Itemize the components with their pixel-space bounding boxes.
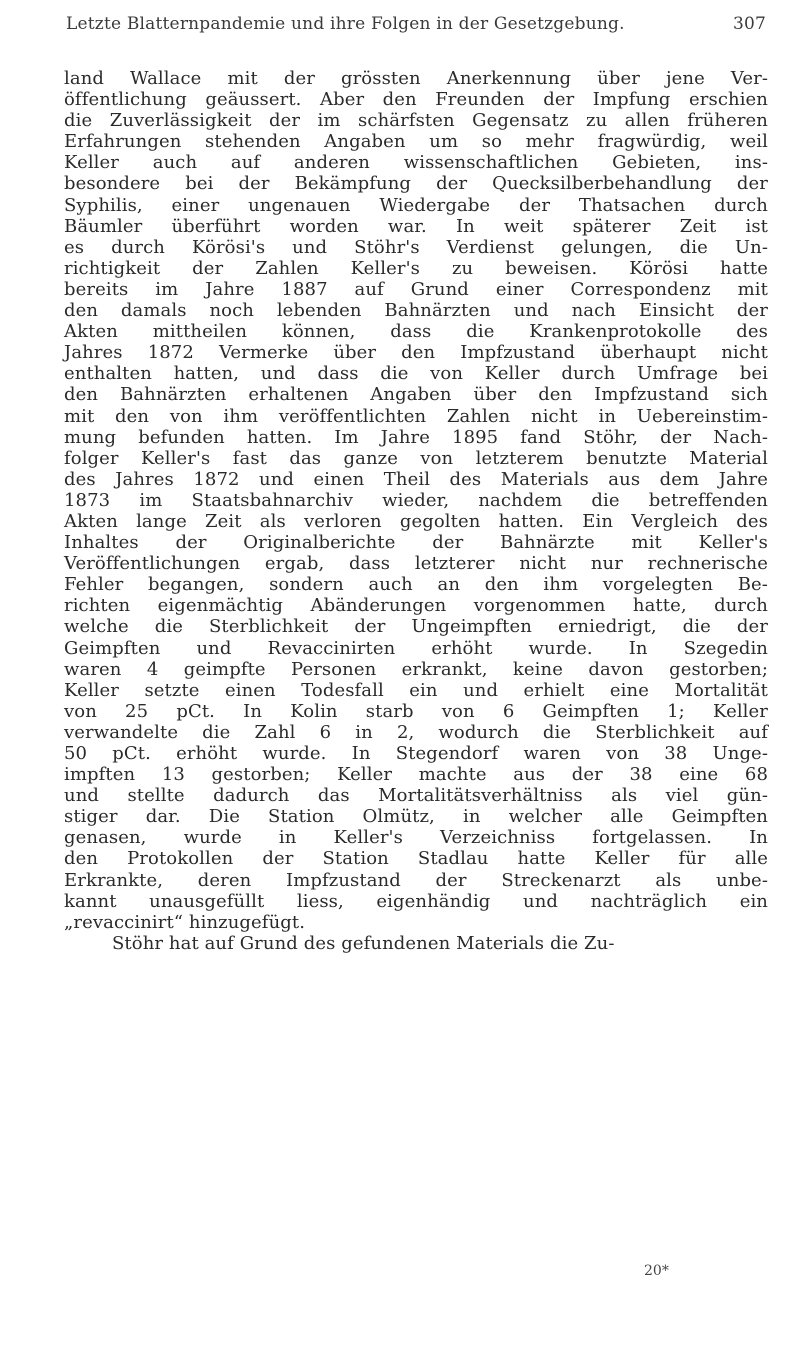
text-line: kannt unausgefüllt liess, eigenhändig und nachträglich ein bbox=[64, 890, 768, 912]
text-line: öffentlichung geäussert. Aber den Freunden der Impfung erschien bbox=[64, 89, 768, 111]
text-line: folger Keller's fast das ganze von letzterem benutzte Material bbox=[64, 447, 768, 469]
text-line: den Protokollen der Station Stadlau hatte Keller für alle bbox=[64, 848, 768, 870]
text-line: besondere bei der Bekämpfung der Quecksilberbehandlung der bbox=[64, 173, 768, 195]
text-line: „revaccinirt“ hinzugefügt. bbox=[64, 911, 306, 933]
text-line: die Zuverlässigkeit der im schärfsten Gegensatz zu allen früheren bbox=[64, 110, 768, 132]
text-line: Inhaltes der Originalberichte der Bahnärzte mit Keller's bbox=[64, 532, 768, 554]
text-line: mung befunden hatten. Im Jahre 1895 fand Stöhr, der Nach- bbox=[64, 426, 768, 448]
text-line: Bäumler überführt worden war. In weit späterer Zeit ist bbox=[64, 215, 768, 237]
text-line: Erkrankte, deren Impfzustand der Streckenarzt als unbe- bbox=[64, 869, 768, 891]
text-line: und stellte dadurch das Mortalitätsverhältniss als viel gün- bbox=[64, 785, 768, 807]
text-line: welche die Sterblichkeit der Ungeimpften erniedrigt, die der bbox=[64, 616, 768, 638]
page-number: 307 bbox=[732, 14, 766, 34]
text-line: genasen, wurde in Keller's Verzeichniss fortgelassen. In bbox=[64, 827, 768, 849]
text-line: Geimpften und Revaccinirten erhöht wurde. In Szegedin bbox=[64, 637, 768, 659]
running-head bbox=[66, 14, 766, 42]
body-text bbox=[64, 68, 768, 954]
text-line: waren 4 geimpfte Personen erkrankt, keine davon gestorben; bbox=[64, 658, 768, 680]
text-line: Veröffentlichungen ergab, dass letzterer nicht nur rechnerische bbox=[64, 553, 768, 575]
text-line: Akten mittheilen können, dass die Krankenprotokolle des bbox=[64, 321, 768, 343]
text-line: richtigkeit der Zahlen Keller's zu beweisen. Körösi hatte bbox=[64, 257, 768, 279]
text-line: stiger dar. Die Station Olmütz, in welcher alle Geimpften bbox=[64, 806, 768, 828]
text-line: Keller auch auf anderen wissenschaftlichen Gebieten, ins- bbox=[64, 152, 768, 174]
text-line: mit den von ihm veröffentlichten Zahlen nicht in Uebereinstim- bbox=[64, 405, 768, 427]
signature-mark: 20* bbox=[644, 1263, 669, 1279]
text-line: Jahres 1872 Vermerke über den Impfzustand überhaupt nicht bbox=[64, 342, 768, 364]
text-line: 1873 im Staatsbahnarchiv wieder, nachdem die betreffenden bbox=[64, 489, 768, 511]
text-line: verwandelte die Zahl 6 in 2, wodurch die Sterblichkeit auf bbox=[64, 721, 768, 743]
text-line: richten eigenmächtig Abänderungen vorgenommen hatte, durch bbox=[64, 595, 768, 617]
text-line: Syphilis, einer ungenauen Wiedergabe der Thatsachen durch bbox=[64, 194, 768, 216]
text-line: des Jahres 1872 und einen Theil des Materials aus dem Jahre bbox=[64, 468, 768, 490]
text-line: Stöhr hat auf Grund des gefundenen Materials die Zu- bbox=[112, 932, 615, 954]
text-line: Keller setzte einen Todesfall ein und erhielt eine Mortalität bbox=[64, 679, 768, 701]
text-line: land Wallace mit der grössten Anerkennung über jene Ver- bbox=[64, 68, 768, 89]
text-line: enthalten hatten, und dass die von Keller durch Umfrage bei bbox=[64, 363, 768, 385]
text-line: Fehler begangen, sondern auch an den ihm vorgelegten Be- bbox=[64, 574, 768, 596]
text-line: bereits im Jahre 1887 auf Grund einer Correspondenz mit bbox=[64, 278, 768, 300]
text-line: den damals noch lebenden Bahnärzten und nach Einsicht der bbox=[64, 300, 768, 322]
text-line: 50 pCt. erhöht wurde. In Stegendorf waren von 38 Unge- bbox=[64, 743, 768, 764]
text-line: Erfahrungen stehenden Angaben um so mehr fragwürdig, weil bbox=[64, 131, 768, 153]
running-head-title: Letzte Blatternpandemie und ihre Folgen in der Gesetzgebung. bbox=[66, 14, 625, 34]
text-line: Akten lange Zeit als verloren gegolten hatten. Ein Vergleich des bbox=[64, 510, 768, 532]
text-line: von 25 pCt. In Kolin starb von 6 Geimpften 1; Keller bbox=[64, 700, 768, 722]
text-line: es durch Körösi's und Stöhr's Verdienst gelungen, die Un- bbox=[64, 236, 768, 258]
text-line: den Bahnärzten erhaltenen Angaben über den Impfzustand sich bbox=[64, 384, 768, 406]
text-line: impften 13 gestorben; Keller machte aus der 38 eine 68 bbox=[64, 764, 768, 786]
